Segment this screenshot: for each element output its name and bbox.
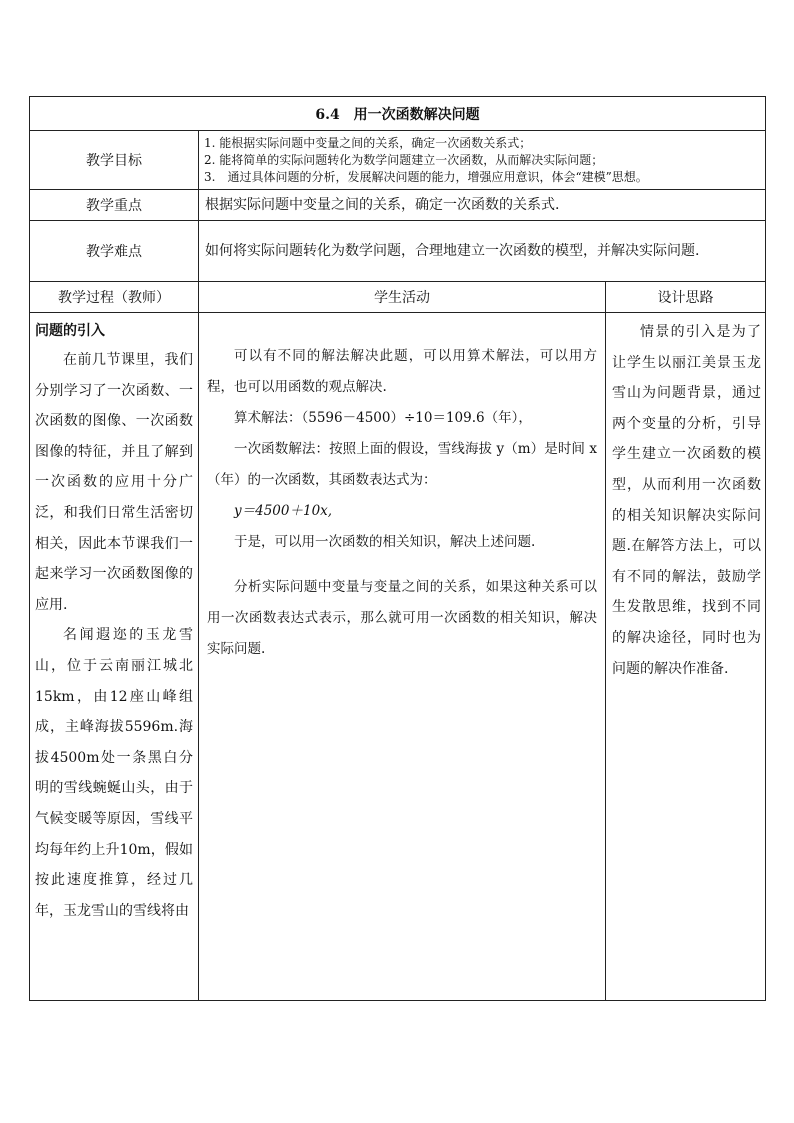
header-design: 设计思路 [606, 282, 766, 313]
header-student: 学生活动 [199, 282, 606, 313]
student-paragraph: 分析实际问题中变量与变量之间的关系，如果这种关系可以用一次函数表达式表示，那么就可用一次函数的相关知识，解决实际问题. [207, 579, 597, 657]
difficulties-row [30, 221, 766, 282]
spacer [207, 558, 597, 572]
process-paragraph: 名闻遐迩的玉龙雪山，位于云南丽江城北15km，由12座山峰组成，主峰海拔5596m.海拔4500m处一条黑白分明的雪线蜿蜒山头，由于气候变暖等原因，雪线平均每年约上升10m，假如按此速度推算，经过几年，玉龙雪山的雪线将由 [35, 627, 193, 919]
student-paragraph: 一次函数解法：按照上面的假设，雪线海拔 y（m）是时间 x（年）的一次函数，其函数表达式为： [207, 441, 597, 488]
process-cell [30, 313, 199, 1001]
process-heading: 问题的引入 [35, 323, 105, 339]
header-process: 教学过程（教师） [30, 282, 199, 313]
difficulties-text: 如何将实际问题转化为数学问题，合理地建立一次函数的模型，并解决实际问题. [199, 221, 766, 282]
student-cell [199, 313, 606, 1001]
design-cell [606, 313, 766, 1001]
objective-item: 3. 通过具体问题的分析，发展解决问题的能力，增强应用意识，体会“建模”思想。 [204, 169, 648, 184]
lesson-title: 6.4 用一次函数解决问题 [30, 97, 766, 131]
objective-item: 2. 能将简单的实际问题转化为数学问题建立一次函数，从而解决实际问题； [204, 152, 604, 167]
objective-item: 1. 能根据实际问题中变量之间的关系，确定一次函数关系式； [204, 135, 532, 150]
column-header-row [30, 282, 766, 313]
title-row [30, 97, 766, 131]
objectives-list [199, 131, 766, 190]
key-points-text: 根据实际问题中变量之间的关系，确定一次函数的关系式. [199, 190, 766, 221]
student-paragraph: 于是，可以用一次函数的相关知识，解决上述问题. [234, 534, 536, 550]
lesson-plan-table [29, 96, 766, 1001]
process-paragraph: 在前几节课里，我们分别学习了一次函数、一次函数的图像、一次函数图像的特征，并且了解到一次函数的应用十分广泛，和我们日常生活密切相关，因此本节课我们一起来学习一次函数图像的应用. [35, 352, 193, 613]
key-points-label: 教学重点 [30, 190, 199, 221]
student-formula: y＝4500＋10x, [234, 503, 333, 519]
objectives-row [30, 131, 766, 190]
design-paragraph: 情景的引入是为了让学生以丽江美景玉龙雪山为问题背景，通过两个变量的分析，引导学生建立一次函数的模型，从而利用一次函数的相关知识解决实际问题.在解答方法上，可以有不同的解法，鼓励学生发散思维，找到不同的解决途径，同时也为问题的解决作准备. [612, 324, 762, 677]
objectives-label: 教学目标 [30, 131, 199, 190]
student-paragraph: 可以有不同的解法解决此题，可以用算术解法，可以用方程，也可以用函数的观点解决. [207, 348, 597, 395]
student-paragraph: 算术解法：（5596－4500）÷10＝109.6（年）， [234, 410, 532, 426]
key-points-row [30, 190, 766, 221]
difficulties-label: 教学难点 [30, 221, 199, 282]
content-row [30, 313, 766, 1001]
